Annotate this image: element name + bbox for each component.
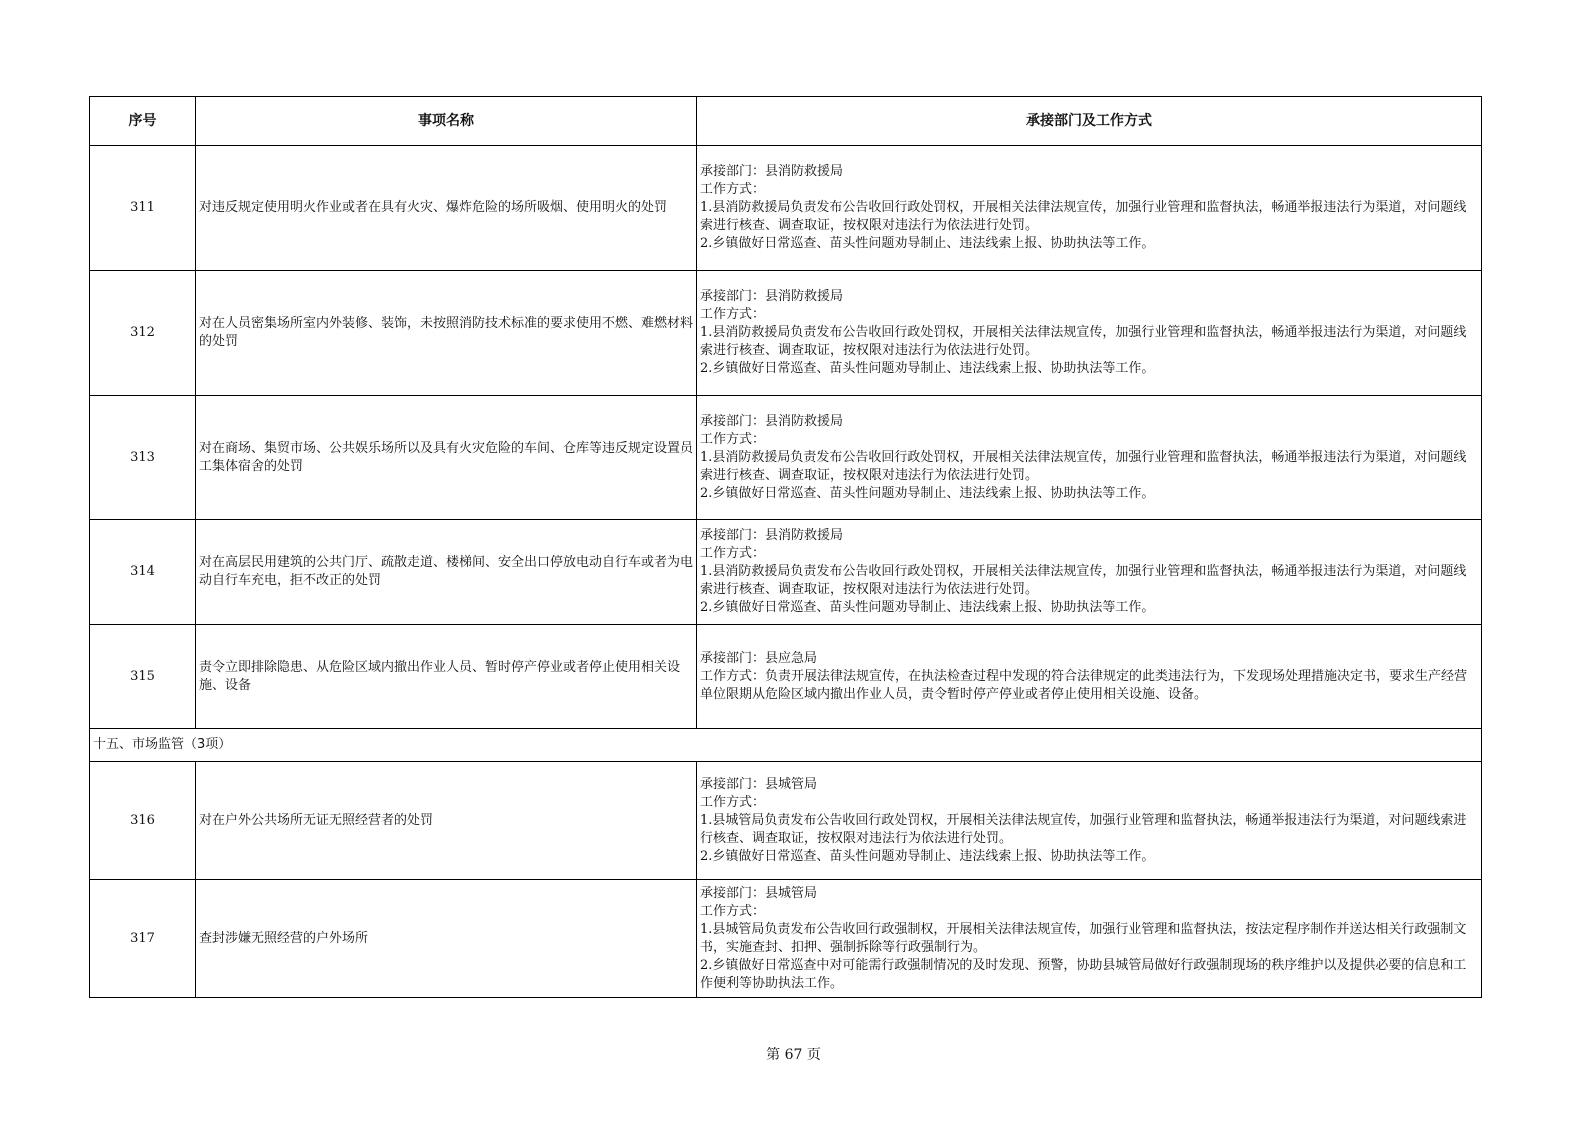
method-item: 2.乡镇做好日常巡查、苗头性问题劝导制止、违法线索上报、协助执法等工作。 <box>700 485 1155 501</box>
row-item-name: 责令立即排除隐患、从危险区域内撤出作业人员、暂时停产停业或者停止使用相关设施、设备 <box>196 625 697 729</box>
method-item: 2.乡镇做好日常巡查中对可能需行政强制情况的及时发现、预警，协助县城管局做好行政强制现场的秩序维护以及提供必要的信息和工作便利等协助执法工作。 <box>700 957 1467 991</box>
method-label: 工作方式： <box>700 903 766 919</box>
row-item-name: 对在户外公共场所无证无照经营者的处罚 <box>196 762 697 880</box>
row-serial: 313 <box>90 396 196 520</box>
header-department-method: 承接部门及工作方式 <box>697 97 1482 146</box>
matters-table <box>89 96 1482 998</box>
method-item: 1.县消防救援局负责发布公告收回行政处罚权，开展相关法律法规宣传，加强行业管理和监督执法，畅通举报违法行为渠道，对问题线索进行核查、调查取证，按权限对违法行为依法进行处罚。 <box>700 449 1467 483</box>
dept-line: 承接部门：县消防救援局 <box>700 289 844 304</box>
row-serial: 312 <box>90 271 196 396</box>
table-row <box>90 625 1482 729</box>
method-item: 1.县消防救援局负责发布公告收回行政处罚权，开展相关法律法规宣传，加强行业管理和监督执法，畅通举报违法行为渠道，对问题线索进行核查、调查取证，按权限对违法行为依法进行处罚。 <box>700 325 1467 358</box>
row-dept-method <box>697 762 1482 880</box>
table-row <box>90 271 1482 396</box>
dept-line: 承接部门：县消防救援局 <box>700 164 844 179</box>
section-row <box>90 729 1482 762</box>
header-item-name: 事项名称 <box>196 97 697 146</box>
method-item: 2.乡镇做好日常巡查、苗头性问题劝导制止、违法线索上报、协助执法等工作。 <box>700 848 1155 864</box>
dept-line: 承接部门：县消防救援局 <box>700 413 844 429</box>
header-serial: 序号 <box>90 97 196 146</box>
dept-line: 承接部门：县消防救援局 <box>700 528 844 543</box>
section-title: 十五、市场监管（3项） <box>90 729 1482 762</box>
row-serial: 316 <box>90 762 196 880</box>
method-item: 2.乡镇做好日常巡查、苗头性问题劝导制止、违法线索上报、协助执法等工作。 <box>700 361 1155 376</box>
dept-line: 承接部门：县应急局 <box>700 650 818 666</box>
row-dept-method <box>697 146 1482 271</box>
dept-line: 承接部门：县城管局 <box>700 885 818 901</box>
table-row <box>90 146 1482 271</box>
row-item-name: 查封涉嫌无照经营的户外场所 <box>196 880 697 998</box>
row-serial: 317 <box>90 880 196 998</box>
row-dept-method <box>697 625 1482 729</box>
row-serial: 311 <box>90 146 196 271</box>
row-item-name: 对在高层民用建筑的公共门厅、疏散走道、楼梯间、安全出口停放电动自行车或者为电动自行车充电，拒不改正的处罚 <box>196 520 697 625</box>
table-row <box>90 880 1482 998</box>
method-label: 工作方式： <box>700 431 766 447</box>
method-item: 1.县消防救援局负责发布公告收回行政处罚权，开展相关法律法规宣传，加强行业管理和监督执法，畅通举报违法行为渠道，对问题线索进行核查、调查取证，按权限对违法行为依法进行处罚。 <box>700 564 1467 597</box>
row-serial: 314 <box>90 520 196 625</box>
dept-line: 承接部门：县城管局 <box>700 776 818 792</box>
row-dept-method <box>697 271 1482 396</box>
row-item-name: 对违反规定使用明火作业或者在具有火灾、爆炸危险的场所吸烟、使用明火的处罚 <box>196 146 697 271</box>
method-label: 工作方式： <box>700 546 766 561</box>
method-label: 工作方式： <box>700 182 766 197</box>
row-serial: 315 <box>90 625 196 729</box>
method-label: 工作方式：负责开展法律法规宣传，在执法检查过程中发现的符合法律规定的此类违法行为，下发现场处理措施决定书，要求生产经营单位限期从危险区域内撤出作业人员，责令暂时停产停业或者停止使用相关设施、设备。 <box>700 668 1468 702</box>
method-item: 2.乡镇做好日常巡查、苗头性问题劝导制止、违法线索上报、协助执法等工作。 <box>700 236 1155 251</box>
row-dept-method <box>697 520 1482 625</box>
table-row <box>90 762 1482 880</box>
row-item-name: 对在商场、集贸市场、公共娱乐场所以及具有火灾危险的车间、仓库等违反规定设置员工集体宿舍的处罚 <box>196 396 697 520</box>
row-item-name: 对在人员密集场所室内外装修、装饰，未按照消防技术标准的要求使用不燃、难燃材料的处罚 <box>196 271 697 396</box>
row-dept-method <box>697 396 1482 520</box>
method-item: 1.县城管局负责发布公告收回行政强制权，开展相关法律法规宣传，加强行业管理和监督执法，按法定程序制作并送达相关行政强制文书，实施查封、扣押、强制拆除等行政强制行为。 <box>700 921 1467 955</box>
method-label: 工作方式： <box>700 307 766 322</box>
method-label: 工作方式： <box>700 794 766 810</box>
table-header-row <box>90 97 1482 146</box>
method-item: 1.县消防救援局负责发布公告收回行政处罚权，开展相关法律法规宣传，加强行业管理和监督执法，畅通举报违法行为渠道，对问题线索进行核查、调查取证，按权限对违法行为依法进行处罚。 <box>700 200 1467 233</box>
table-row <box>90 396 1482 520</box>
method-item: 2.乡镇做好日常巡查、苗头性问题劝导制止、违法线索上报、协助执法等工作。 <box>700 600 1155 615</box>
table-row <box>90 520 1482 625</box>
page-number: 第 67 页 <box>766 1047 821 1063</box>
row-dept-method <box>697 880 1482 998</box>
method-item: 1.县城管局负责发布公告收回行政处罚权，开展相关法律法规宣传，加强行业管理和监督执法，畅通举报违法行为渠道，对问题线索进行核查、调查取证，按权限对违法行为依法进行处罚。 <box>700 812 1467 846</box>
